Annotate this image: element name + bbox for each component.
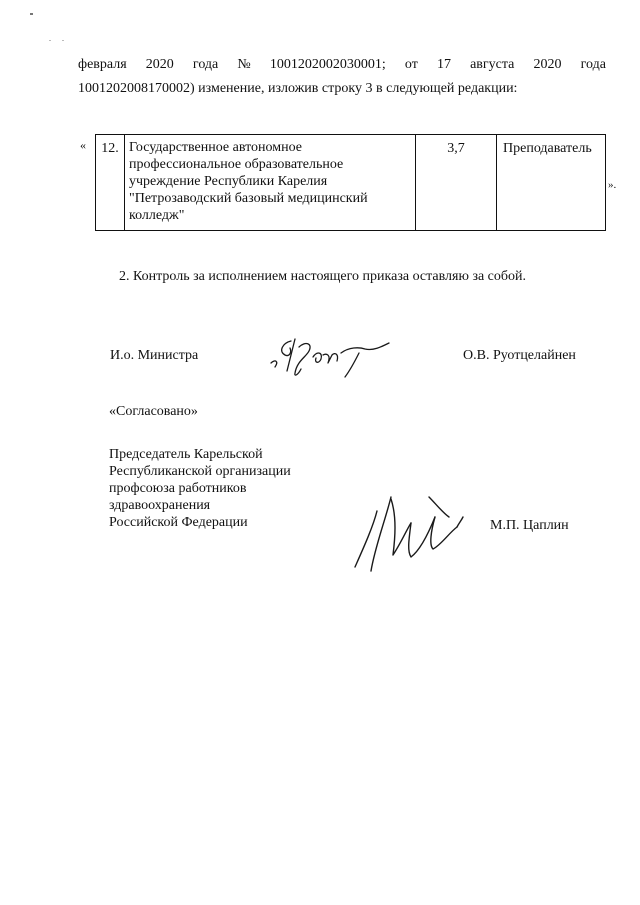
paragraph-line-1	[78, 56, 606, 74]
amendment-table	[95, 134, 606, 231]
scan-speck	[49, 40, 51, 41]
paragraph-word: года	[580, 57, 606, 72]
chairman-title-line: здравоохранения	[109, 498, 211, 513]
organization-name-line: профессиональное образовательное	[129, 157, 344, 172]
chairman-name: М.П. Цаплин	[490, 518, 569, 533]
paragraph-word: 17	[436, 57, 451, 72]
organization-name-line: колледж"	[129, 208, 185, 223]
table-row	[96, 135, 606, 231]
rate-value: 3,7	[416, 135, 497, 231]
chairman-title-line: Российской Федерации	[109, 515, 248, 530]
scan-speck	[30, 13, 33, 15]
paragraph-word: 1001202002030001;	[269, 57, 386, 72]
minister-signature	[265, 333, 395, 383]
paragraph-word: 2020	[145, 57, 174, 72]
chairman-title-line: Республиканской организации	[109, 464, 291, 479]
paragraph-line-2: 1001202008170002) изменение, изложив строку 3 в следующей редакции:	[78, 81, 518, 96]
row-number: 12.	[96, 135, 125, 231]
organization-name-line: Государственное автономное	[129, 140, 303, 155]
minister-name: О.В. Руотцелайнен	[463, 348, 576, 363]
chairman-signature	[345, 487, 475, 577]
paragraph-word: №	[237, 57, 251, 72]
chairman-title-line: профсоюза работников	[109, 481, 247, 496]
clause-2: 2. Контроль за исполнением настоящего приказа оставляю за собой.	[119, 269, 527, 284]
paragraph-word: года	[192, 57, 219, 72]
organization-name-line: "Петрозаводский базовый медицинский	[129, 191, 368, 206]
paragraph-word: от	[404, 57, 418, 72]
scan-speck	[62, 40, 64, 41]
paragraph-word: 2020	[533, 57, 562, 72]
organization-name-line: учреждение Республики Карелия	[129, 174, 328, 189]
chairman-title	[109, 446, 291, 531]
agreed-label: «Согласовано»	[109, 404, 198, 419]
close-quote: ».	[608, 179, 617, 191]
paragraph-word: августа	[470, 57, 515, 72]
paragraph-word: февраля	[78, 57, 127, 72]
position-title: Преподаватель	[497, 135, 606, 231]
open-quote: «	[80, 138, 86, 152]
minister-title: И.о. Министра	[110, 348, 199, 363]
organization-name	[125, 135, 416, 231]
chairman-title-line: Председатель Карельской	[109, 447, 263, 462]
